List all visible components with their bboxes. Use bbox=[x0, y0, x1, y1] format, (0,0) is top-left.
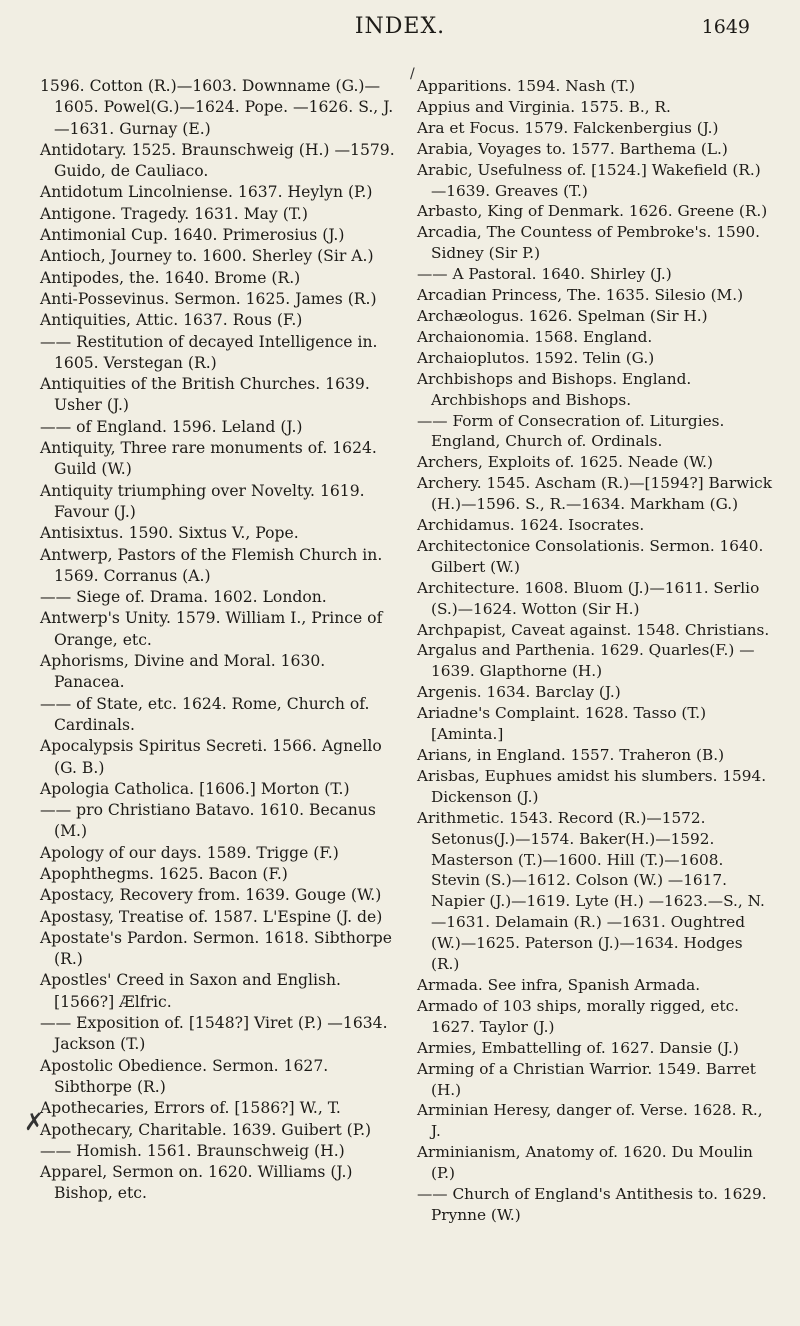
index-entry: Antipodes, the. 1640. Brome (R.) bbox=[40, 268, 301, 287]
index-entry: Antidotum Lincolniense. 1637. Heylyn (P.) bbox=[40, 183, 373, 202]
index-entry: Architectonice Consolationis. Sermon. 1640. Gilbert (W.) bbox=[417, 536, 769, 576]
index-entry: Apology of our days. 1589. Trigge (F.) bbox=[40, 843, 339, 862]
index-entry: Ara et Focus. 1579. Falckenbergius (J.) bbox=[417, 118, 719, 137]
index-entry: Apocalypsis Spiritus Secreti. 1566. Agnello (G. B.) bbox=[40, 737, 387, 777]
index-entry: Archidamus. 1624. Isocrates. bbox=[417, 516, 645, 535]
index-entry: Apostolic Obedience. Sermon. 1627. Sibthorpe (R.) bbox=[40, 1056, 334, 1096]
index-entry: Arians, in England. 1557. Traheron (B.) bbox=[417, 746, 725, 764]
page-title: INDEX. bbox=[354, 14, 446, 39]
index-entry: —— Siege of. Drama. 1602. London. bbox=[40, 588, 327, 607]
index-entry: Anti-Possevinus. Sermon. 1625. James (R.) bbox=[40, 289, 377, 308]
index-entry: Archpapist, Caveat against. 1548. Christians. bbox=[417, 620, 770, 639]
index-entry: Arminian Heresy, danger of. Verse. 1628. R., J. bbox=[417, 1101, 768, 1141]
index-entry: Arming of a Christian Warrior. 1549. Barret (H.) bbox=[417, 1059, 761, 1099]
index-entry: —— of England. 1596. Leland (J.) bbox=[40, 417, 303, 436]
index-entry: Arbasto, King of Denmark. 1626. Greene (R.) bbox=[417, 202, 768, 221]
index-entry: Architecture. 1608. Bluom (J.)—1611. Serlio (S.)—1624. Wotton (Sir H.) bbox=[417, 578, 765, 618]
index-entry: Archery. 1545. Ascham (R.)—[1594?] Barwick (H.)—1596. S., R.—1634. Markham (G.) bbox=[417, 474, 777, 514]
index-entry: Apothecaries, Errors of. [1586?] W., T. bbox=[40, 1099, 341, 1118]
index-entry: —— Homish. 1561. Braunschweig (H.) bbox=[40, 1141, 345, 1160]
index-entry: Aphorisms, Divine and Moral. 1630. Panacea. bbox=[40, 652, 331, 692]
index-entry: Armies, Embattelling of. 1627. Dansie (J.) bbox=[417, 1038, 739, 1057]
left-column bbox=[40, 76, 398, 1205]
page-number: 1649 bbox=[701, 16, 750, 38]
index-entry: Armada. See infra, Spanish Armada. bbox=[417, 975, 701, 994]
index-entry: Arisbas, Euphues amidst his slumbers. 1594. Dickenson (J.) bbox=[417, 766, 771, 806]
index-entry: Arcadia, The Countess of Pembroke's. 1590. Sidney (Sir P.) bbox=[417, 223, 765, 263]
index-entry: Archers, Exploits of. 1625. Neade (W.) bbox=[417, 453, 713, 472]
index-entry: Appius and Virginia. 1575. B., R. bbox=[417, 97, 671, 116]
index-entry: Antimonial Cup. 1640. Primerosius (J.) bbox=[40, 226, 345, 245]
index-entry: —— A Pastoral. 1640. Shirley (J.) bbox=[417, 265, 672, 284]
index-entry: —— Form of Consecration of. Liturgies. England, Church of. Ordinals. bbox=[417, 411, 730, 451]
cross-mark-icon: ✗ bbox=[24, 1108, 45, 1136]
right-column bbox=[417, 76, 777, 1226]
pencil-mark: / bbox=[410, 66, 415, 82]
index-entry: Arabic, Usefulness of. [1524.] Wakefield (R.)—1639. Greaves (T.) bbox=[417, 160, 761, 200]
running-header bbox=[40, 14, 760, 48]
index-entry: —— pro Christiano Batavo. 1610. Becanus (M.) bbox=[40, 801, 381, 841]
index-entry: —— Exposition of. [1548?] Viret (P.) —1634. Jackson (T.) bbox=[40, 1014, 393, 1054]
index-entry: Arabia, Voyages to. 1577. Barthema (L.) bbox=[417, 139, 728, 158]
index-entry: Archaionomia. 1568. England. bbox=[417, 327, 653, 346]
index-entry: Apologia Catholica. [1606.] Morton (T.) bbox=[40, 779, 350, 798]
index-entry: Archæologus. 1626. Spelman (Sir H.) bbox=[417, 306, 708, 325]
index-entry: Apothecary, Charitable. 1639. Guibert (P.) bbox=[40, 1120, 372, 1139]
index-entry: Antiquity, Three rare monuments of. 1624. Guild (W.) bbox=[40, 439, 382, 479]
index-entry: Antidotary. 1525. Braunschweig (H.) —1579. Guido, de Cauliaco. bbox=[40, 140, 400, 181]
index-entry: Apostacy, Recovery from. 1639. Gouge (W.) bbox=[40, 886, 382, 905]
index-entry: Antigone. Tragedy. 1631. May (T.) bbox=[40, 204, 308, 223]
index-entry: Apostles' Creed in Saxon and English. [1566?] Ælfric. bbox=[40, 971, 346, 1011]
index-entry: Ariadne's Complaint. 1628. Tasso (T.) [Aminta.] bbox=[417, 704, 712, 744]
index-entry: Apparel, Sermon on. 1620. Williams (J.) Bishop, etc. bbox=[40, 1163, 358, 1203]
index-entry: Apparitions. 1594. Nash (T.) bbox=[417, 77, 636, 95]
index-entry: —— of State, etc. 1624. Rome, Church of. Cardinals. bbox=[40, 694, 375, 734]
index-entry: —— Restitution of decayed Intelligence in. 1605. Verstegan (R.) bbox=[40, 332, 383, 372]
index-entry: Archbishops and Bishops. England. Archbishops and Bishops. bbox=[417, 369, 697, 409]
index-entry: 1596. Cotton (R.)—1603. Downname (G.)—1605. Powel(G.)—1624. Pope. —1626. S., J.—1631. Gurnay (E.) bbox=[40, 77, 394, 138]
index-entry: Antiquities, Attic. 1637. Rous (F.) bbox=[40, 311, 303, 330]
index-entry: Argalus and Parthenia. 1629. Quarles(F.) —1639. Glapthorne (H.) bbox=[417, 641, 755, 681]
index-entry: Antiquity triumphing over Novelty. 1619. Favour (J.) bbox=[40, 481, 370, 521]
index-entry: Apophthegms. 1625. Bacon (F.) bbox=[40, 864, 288, 883]
index-entry: Apostasy, Treatise of. 1587. L'Espine (J. de) bbox=[40, 907, 383, 926]
index-entry: Armado of 103 ships, morally rigged, etc. 1627. Taylor (J.) bbox=[417, 996, 744, 1036]
index-entry: Antiquities of the British Churches. 1639. Usher (J.) bbox=[40, 375, 375, 415]
index-entry: Archaioplutos. 1592. Telin (G.) bbox=[417, 348, 655, 367]
index-entry: Antwerp's Unity. 1579. William I., Prince of Orange, etc. bbox=[40, 609, 388, 649]
index-entry: Antioch, Journey to. 1600. Sherley (Sir A.) bbox=[40, 247, 374, 266]
index-entry: —— Church of England's Antithesis to. 1629. Prynne (W.) bbox=[417, 1185, 772, 1224]
index-entry: Apostate's Pardon. Sermon. 1618. Sibthorpe (R.) bbox=[40, 928, 397, 969]
index-entry: Arcadian Princess, The. 1635. Silesio (M.) bbox=[417, 286, 744, 305]
index-entry: Arminianism, Anatomy of. 1620. Du Moulin (P.) bbox=[417, 1143, 758, 1183]
index-entry: Argenis. 1634. Barclay (J.) bbox=[417, 683, 621, 702]
index-entry: Antisixtus. 1590. Sixtus V., Pope. bbox=[40, 524, 299, 543]
index-entry: Arithmetic. 1543. Record (R.)—1572. Setonus(J.)—1574. Baker(H.)—1592. Masterson (T.)—1600. Hill (T.)—1608. Stevin (S.)—1612. Colson (W.) —1617. Napier (J.)—1619. Lyte (H.) —1623.—S., N.—1631. Delamain (R.) —1631. Oughtred (W.)—1625. Paterson (J.)—1634. Hodges (R.) bbox=[417, 808, 765, 974]
index-entry: Antwerp, Pastors of the Flemish Church in. 1569. Corranus (A.) bbox=[40, 545, 388, 585]
